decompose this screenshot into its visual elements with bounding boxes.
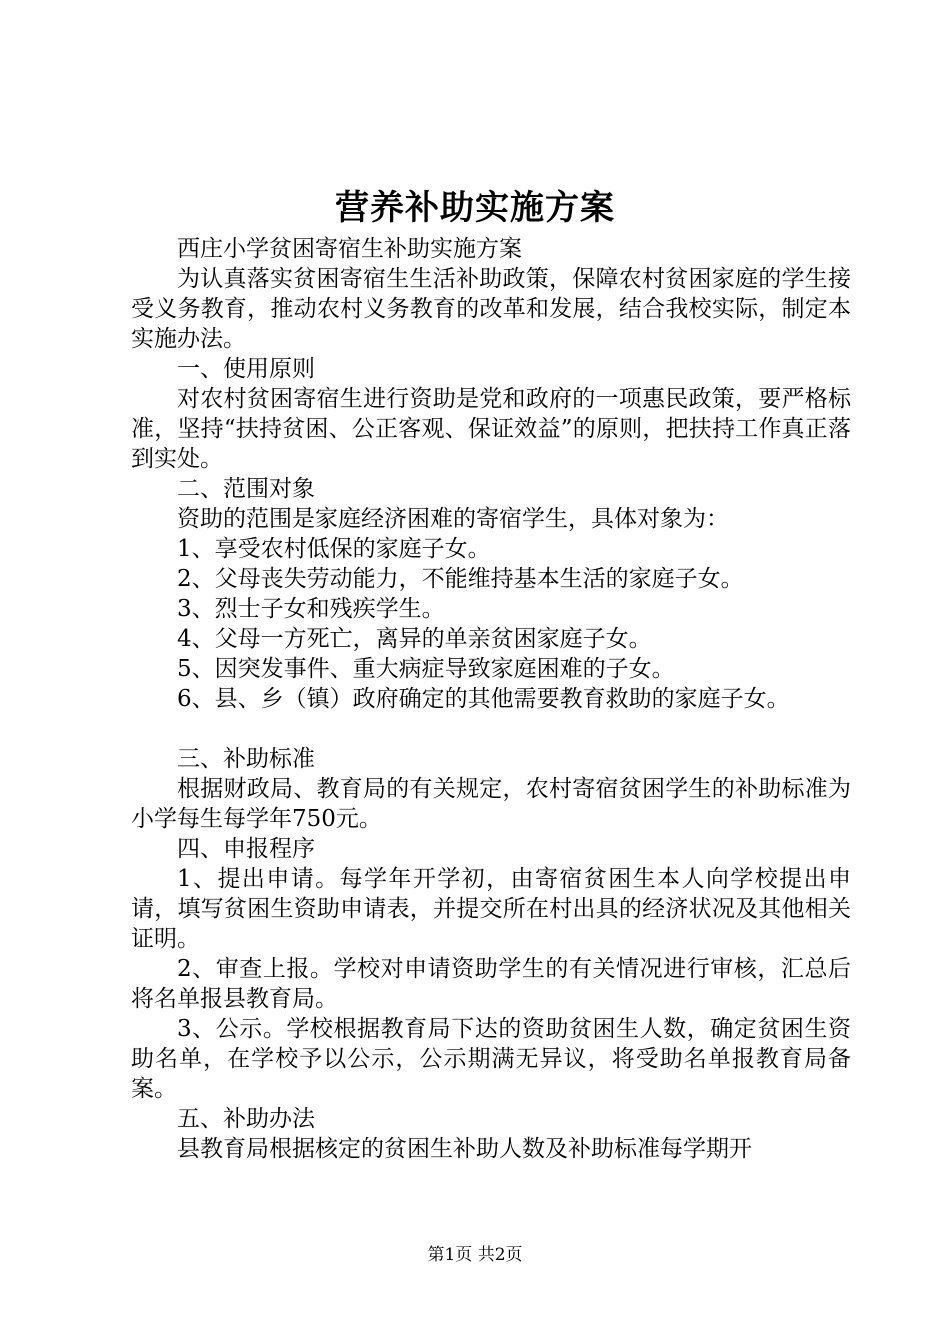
list-item-scope-4: 4、父母一方死亡，离异的单亲贫困家庭子女。 bbox=[177, 626, 652, 652]
section-heading-procedure: 四、申报程序 bbox=[177, 836, 315, 862]
paragraph-scope: 资助的范围是家庭经济困难的寄宿学生，具体对象为： bbox=[177, 506, 729, 532]
list-item-procedure-1: 1、提出申请。每学年开学初，由寄宿贫困生本人向学校提出申请，填写贫困生资助申请表，并提交所在村出具的经济状况及其他相关证明。 bbox=[131, 866, 851, 952]
list-item-procedure-3: 3、公示。学校根据教育局下达的资助贫困生人数，确定贫困生资助名单，在学校予以公示，公示期满无异议，将受助名单报教育局备案。 bbox=[131, 1016, 851, 1102]
section-heading-scope: 二、范围对象 bbox=[177, 476, 315, 502]
document-title: 营养补助实施方案 bbox=[335, 188, 615, 228]
list-item-scope-1: 1、享受农村低保的家庭子女。 bbox=[177, 536, 491, 562]
list-item-scope-2: 2、父母丧失劳动能力，不能维持基本生活的家庭子女。 bbox=[177, 566, 744, 592]
page-number-footer: 第1页 共2页 bbox=[427, 1245, 523, 1265]
list-item-scope-5: 5、因突发事件、重大病症导致家庭困难的子女。 bbox=[177, 656, 675, 682]
list-item-scope-3: 3、烈士子女和残疾学生。 bbox=[177, 596, 445, 622]
section-heading-standard: 三、补助标准 bbox=[177, 746, 315, 772]
paragraph-intro: 为认真落实贫困寄宿生生活补助政策，保障农村贫困家庭的学生接受义务教育，推动农村义务教育的改革和发展，结合我校实际，制定本实施办法。 bbox=[131, 266, 851, 352]
list-item-scope-6: 6、县、乡（镇）政府确定的其他需要教育救助的家庭子女。 bbox=[177, 686, 790, 712]
paragraph-principles: 对农村贫困寄宿生进行资助是党和政府的一项惠民政策，要严格标准，坚持“扶持贫困、公正客观、保证效益”的原则，把扶持工作真正落到实处。 bbox=[131, 386, 851, 472]
paragraph-standard: 根据财政局、教育局的有关规定，农村寄宿贫困学生的补助标准为小学每生每学年750元。 bbox=[131, 776, 851, 832]
list-item-procedure-2: 2、审查上报。学校对申请资助学生的有关情况进行审核，汇总后将名单报县教育局。 bbox=[131, 956, 851, 1012]
section-heading-principles: 一、使用原则 bbox=[177, 356, 315, 382]
paragraph-method: 县教育局根据核定的贫困生补助人数及补助标准每学期开 bbox=[177, 1136, 752, 1162]
document-body bbox=[131, 234, 851, 1164]
paragraph-subtitle: 西庄小学贫困寄宿生补助实施方案 bbox=[177, 236, 522, 262]
section-heading-method: 五、补助办法 bbox=[177, 1106, 315, 1132]
